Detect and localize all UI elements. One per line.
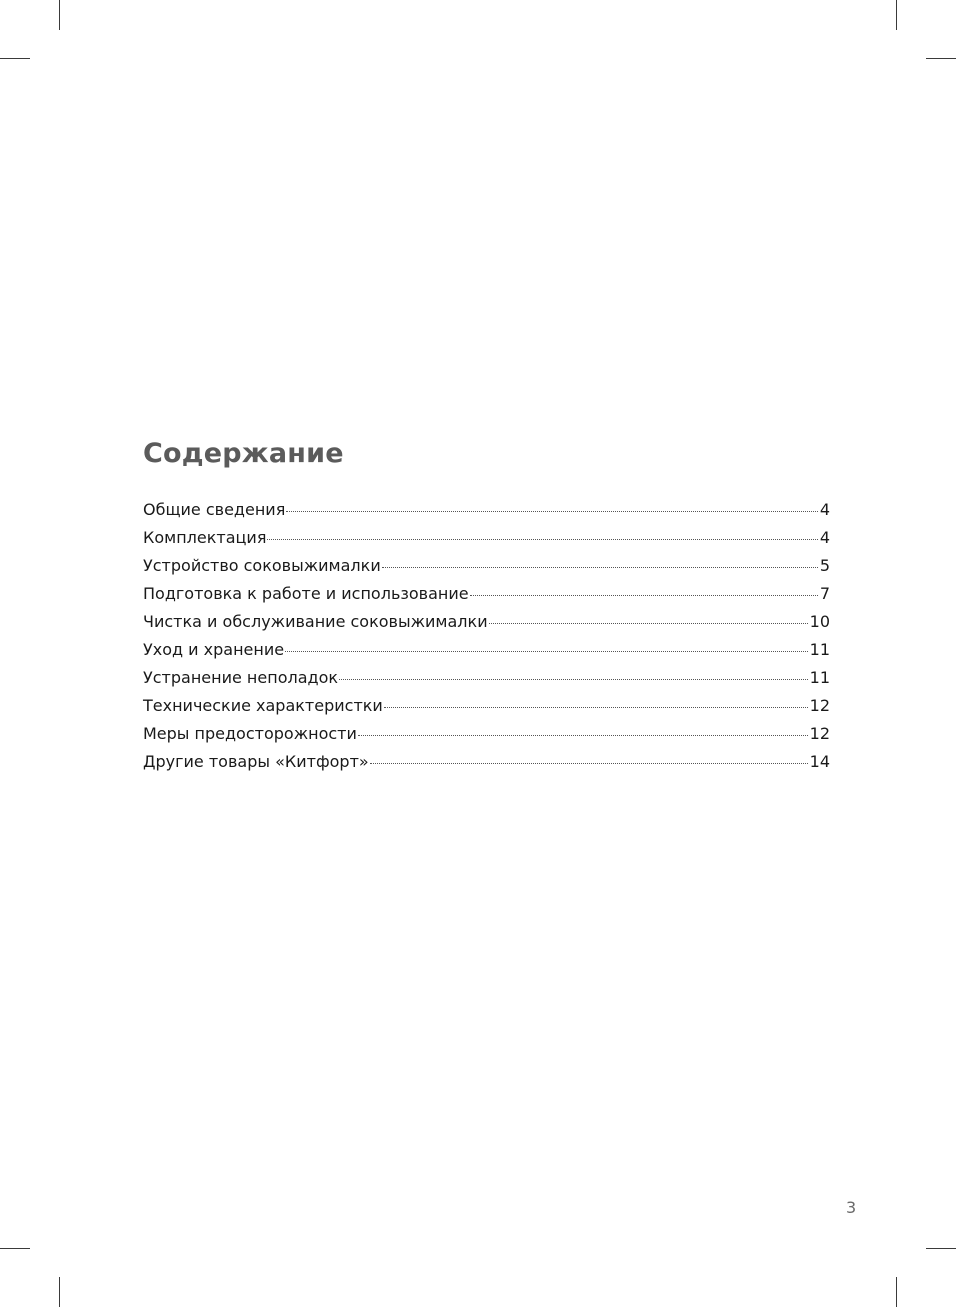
toc-entry-label: Комплектация [143,528,267,547]
toc-entry[interactable] [143,500,830,528]
toc-entry[interactable] [143,668,830,696]
dot-leader [489,623,808,624]
toc-entry-page: 11 [809,640,830,659]
crop-mark-top-left-horizontal [0,58,30,59]
toc-title: Содержание [143,438,344,469]
crop-mark-top-right-vertical [896,0,897,30]
crop-mark-bottom-right-horizontal [926,1248,956,1249]
toc-entry[interactable] [143,696,830,724]
toc-entry-page: 4 [819,500,830,519]
toc-entry[interactable] [143,752,830,780]
toc-entry-page: 7 [819,584,830,603]
toc-entry-label: Устранение неполадок [143,668,339,687]
dot-leader [286,511,817,512]
dot-leader [470,595,818,596]
toc-entry-page: 11 [809,668,830,687]
toc-entry-label: Подготовка к работе и использование [143,584,469,603]
toc-entry[interactable] [143,612,830,640]
toc-entry-label: Другие товары «Китфорт» [143,752,369,771]
dot-leader [370,763,808,764]
toc-entry[interactable] [143,556,830,584]
toc-entry[interactable] [143,724,830,752]
crop-mark-bottom-left-vertical [59,1277,60,1307]
toc-entry-label: Чистка и обслуживание соковыжималки [143,612,488,631]
crop-mark-bottom-right-vertical [896,1277,897,1307]
toc-entry[interactable] [143,584,830,612]
toc-entry-label: Общие сведения [143,500,286,519]
toc-entry-page: 12 [809,696,830,715]
dot-leader [339,679,808,680]
toc-entry[interactable] [143,528,830,556]
toc-entry-page: 14 [809,752,830,771]
toc-entry-page: 5 [819,556,830,575]
dot-leader [384,707,808,708]
crop-mark-top-left-vertical [59,0,60,30]
toc-entry-label: Меры предосторожности [143,724,357,743]
dot-leader [382,567,818,568]
toc-entry[interactable] [143,640,830,668]
dot-leader [267,539,817,540]
crop-mark-bottom-left-horizontal [0,1248,30,1249]
crop-mark-top-right-horizontal [926,58,956,59]
toc-entry-label: Технические характеристки [143,696,383,715]
dot-leader [285,651,808,652]
dot-leader [358,735,808,736]
toc-entry-page: 10 [809,612,830,631]
toc-entry-page: 12 [809,724,830,743]
toc-list [143,500,830,780]
toc-entry-label: Устройство соковыжималки [143,556,381,575]
page-number: 3 [846,1198,857,1217]
toc-entry-page: 4 [819,528,830,547]
toc-entry-label: Уход и хранение [143,640,285,659]
